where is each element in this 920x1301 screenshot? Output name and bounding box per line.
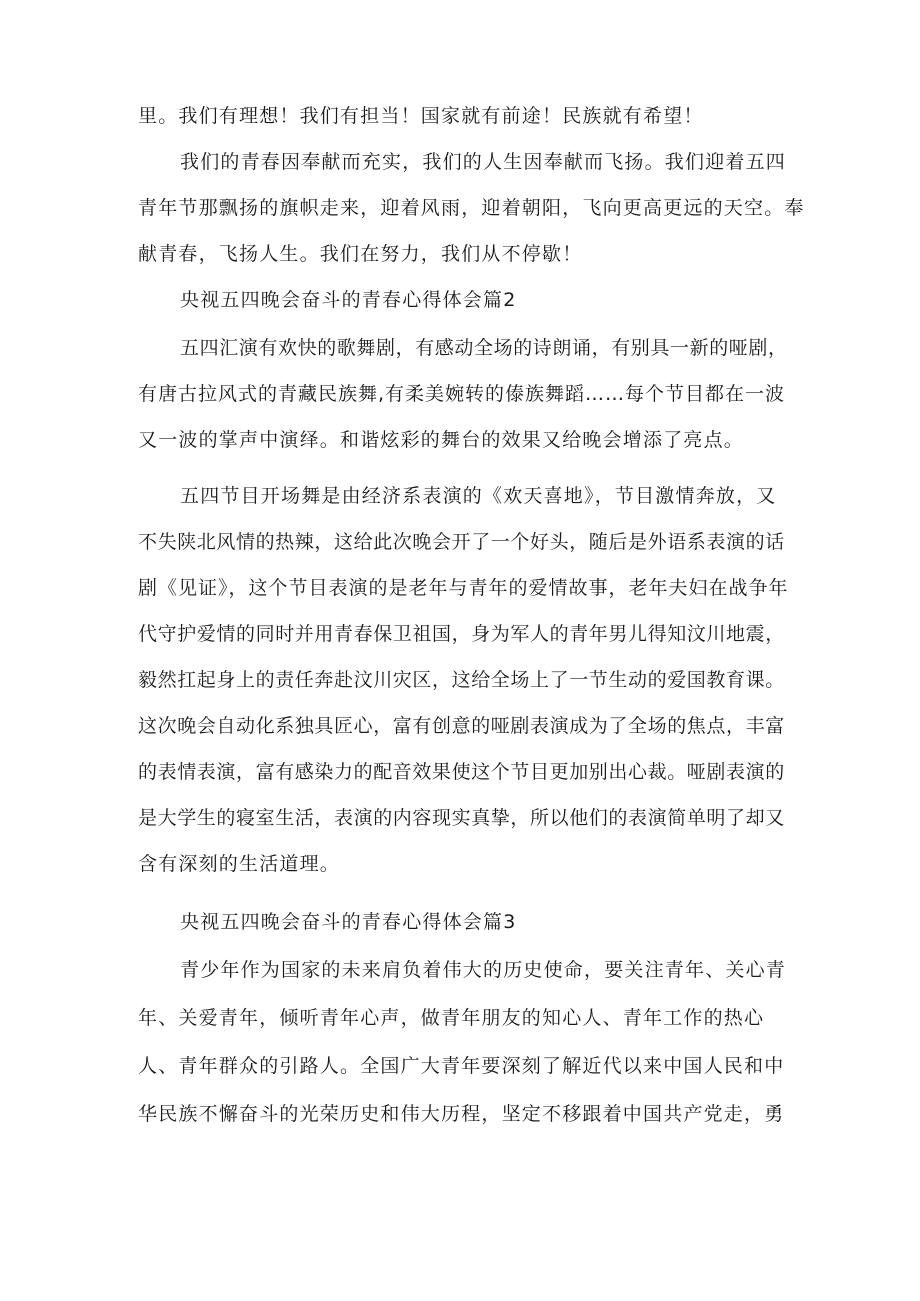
paragraph-line: 是大学生的寝室生活，表演的内容现实真挚，所以他们的表演简单明了却又 <box>138 807 785 829</box>
paragraph-line: 五四节目开场舞是由经济系表演的《欢天喜地》，节目激情奔放，又 <box>180 485 777 507</box>
paragraph-line: 里。我们有理想！我们有担当！国家就有前途！民族就有希望！ <box>138 105 704 127</box>
paragraph-line: 我们的青春因奉献而充实，我们的人生因奉献而飞扬。我们迎着五四 <box>180 151 787 173</box>
paragraph-line: 青少年作为国家的未来肩负着伟大的历史使命，要关注青年、关心青 <box>180 959 787 981</box>
paragraph-line: 不失陕北风情的热辣，这给此次晚会开了一个好头，随后是外语系表演的话 <box>138 531 785 553</box>
paragraph-line: 剧《见证》，这个节目表演的是老年与青年的爱情故事，老年夫妇在战争年 <box>138 577 789 599</box>
paragraph-line: 代守护爱情的同时并用青春保卫祖国，身为军人的青年男儿得知汶川地震， <box>138 623 785 645</box>
paragraph-line: 华民族不懈奋斗的光荣历史和伟大历程，坚定不移跟着中国共产党走，勇 <box>138 1103 785 1125</box>
paragraph-line: 年、关爱青年，倾听青年心声，做青年朋友的知心人、青年工作的热心 <box>138 1007 765 1029</box>
paragraph-line: 的表情表演，富有感染力的配音效果使这个节目更加别出心裁。哑剧表演的 <box>138 761 785 783</box>
paragraph-line: 有唐古拉风式的青藏民族舞,有柔美婉转的傣族舞蹈……每个节目都在一波 <box>138 383 786 405</box>
paragraph-line: 又一波的掌声中演绎。和谐炫彩的舞台的效果又给晚会增添了亮点。 <box>138 429 745 451</box>
paragraph-line: 青年节那飘扬的旗帜走来，迎着风雨，迎着朝阳，飞向更高更远的天空。奉 <box>138 197 805 219</box>
paragraph-line: 献青春，飞扬人生。我们在努力，我们从不停歇！ <box>138 243 583 265</box>
paragraph-line: 含有深刻的生活道理。 <box>138 853 341 875</box>
paragraph-line: 这次晚会自动化系独具匠心，富有创意的哑剧表演成为了全场的焦点，丰富 <box>138 715 785 737</box>
section-heading: 央视五四晚会奋斗的青春心得体会篇3 <box>180 911 517 933</box>
paragraph-line: 五四汇演有欢快的歌舞剧，有感动全场的诗朗诵，有别具一新的哑剧， <box>180 337 788 359</box>
section-heading: 央视五四晚会奋斗的青春心得体会篇2 <box>180 289 517 311</box>
paragraph-line: 毅然扛起身上的责任奔赴汶川灾区，这给全场上了一节生动的爱国教育课。 <box>138 669 785 691</box>
paragraph-line: 人、青年群众的引路人。全国广大青年要深刻了解近代以来中国人民和中 <box>138 1055 785 1077</box>
